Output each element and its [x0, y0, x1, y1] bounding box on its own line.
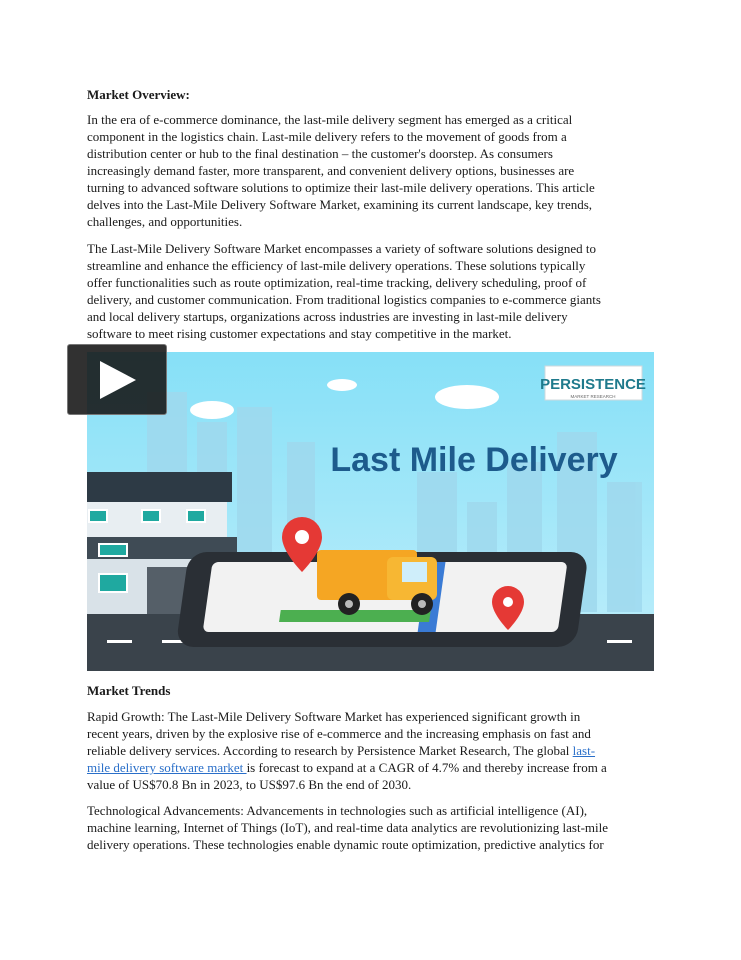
- text-line: streamline and enhance the efficiency of last-mile delivery operations. These solutions typically: [87, 258, 586, 273]
- market-overview-heading: Market Overview:: [87, 87, 190, 102]
- rapid-growth-paragraph: [87, 708, 607, 793]
- text-line: value of US$70.8 Bn in 2023, to US$97.6 Bn the end of 2030.: [87, 777, 412, 792]
- svg-text:PERSISTENCE: PERSISTENCE: [540, 376, 646, 393]
- text-line: The Last-Mile Delivery Software Market encompasses a variety of software solutions designed to: [87, 241, 597, 256]
- play-video-button[interactable]: [67, 344, 167, 415]
- text-line: turning to advanced software solutions to optimize their last-mile delivery operations. This article: [87, 180, 595, 195]
- text-line: machine learning, Internet of Things (IoT), and real-time data analytics are revolutionizing last-mile: [87, 820, 609, 835]
- persistence-logo: [540, 366, 646, 400]
- text-line: delivery, and customer communication. From traditional logistics companies to e-commerce giants: [87, 292, 601, 307]
- market-trends-heading: Market Trends: [87, 683, 171, 698]
- text-line: increasingly demand faster, more transparent, and convenient delivery options, businesses are: [87, 163, 575, 178]
- text-line: [87, 759, 607, 776]
- tech-advancements-paragraph: [87, 802, 608, 853]
- play-icon: [98, 359, 138, 401]
- text-line: delivery operations. These technologies enable dynamic route optimization, predictive analytics for: [87, 837, 604, 852]
- text-line: challenges, and opportunities.: [87, 214, 243, 229]
- text-line: recent years, driven by the explosive rise of e-commerce and the increasing emphasis on fast and: [87, 726, 591, 741]
- market-report-link[interactable]: last-: [572, 743, 596, 758]
- svg-text:MARKET RESEARCH: MARKET RESEARCH: [570, 394, 616, 399]
- last-mile-delivery-illustration: [87, 352, 654, 671]
- overview-paragraph-2: [87, 240, 601, 342]
- text-line: [87, 742, 607, 759]
- text-line: distribution center or hub to the final destination – the customer's doorstep. As consumers: [87, 146, 553, 161]
- text-line: delves into the Last-Mile Delivery Software Market, examining its current landscape, key trends,: [87, 197, 593, 212]
- text-line: In the era of e-commerce dominance, the last-mile delivery segment has emerged as a critical: [87, 112, 573, 127]
- text-segment: is forecast to expand at a CAGR of 4.7% and thereby increase from a: [246, 760, 607, 775]
- text-line: component in the logistics chain. Last-mile delivery refers to the movement of goods from a: [87, 129, 567, 144]
- text-line: offer functionalities such as route optimization, real-time tracking, delivery scheduling, proof of: [87, 275, 587, 290]
- text-line: Rapid Growth: The Last-Mile Delivery Software Market has experienced significant growth in: [87, 709, 581, 724]
- text-segment: reliable delivery services. According to research by Persistence Market Research, The global: [87, 743, 573, 758]
- market-report-link-continued[interactable]: mile delivery software market: [87, 760, 247, 775]
- text-line: Technological Advancements: Advancements in technologies such as artificial intelligence (AI),: [87, 803, 588, 818]
- hero-title: Last Mile Delivery: [330, 441, 618, 479]
- text-line: and local delivery startups, organizations across industries are investing in last-mile delivery: [87, 309, 568, 324]
- text-line: software to meet rising customer expectations and stay competitive in the market.: [87, 326, 512, 341]
- overview-paragraph-1: [87, 111, 595, 230]
